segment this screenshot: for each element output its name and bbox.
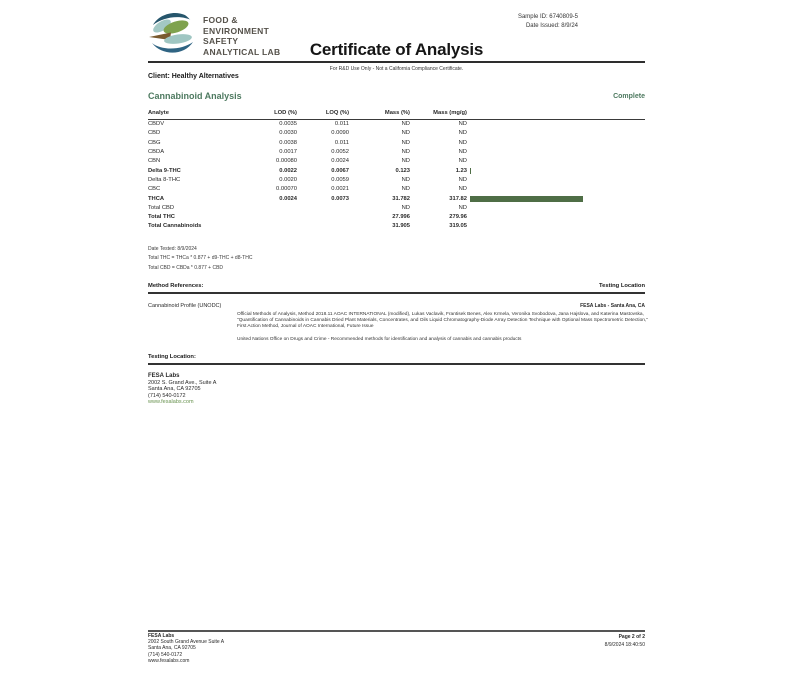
footer-divider <box>148 630 645 632</box>
cell-mass-mgg: ND <box>458 158 467 165</box>
table-row <box>148 129 645 138</box>
cell-mass-mgg: 279.96 <box>449 214 467 221</box>
certificate-title: Certificate of Analysis <box>309 40 484 59</box>
table-row <box>148 120 645 129</box>
method-references-band <box>148 283 645 294</box>
website-link[interactable]: www.fesalabs.com <box>148 399 194 406</box>
footer-address-line: Santa Ana, CA 92705 <box>148 645 196 652</box>
cell-mass-mgg: ND <box>458 139 467 146</box>
header-divider <box>148 61 645 63</box>
footer-website-link[interactable]: www.fesalabs.com <box>148 657 190 664</box>
testing-location-address <box>148 373 216 406</box>
cell-mass-pct: ND <box>401 204 410 211</box>
cell-loq: 0.0021 <box>331 186 349 193</box>
cell-loq: 0.0059 <box>331 176 349 183</box>
table-row <box>148 212 645 221</box>
table-row <box>148 175 645 184</box>
cell-mass-pct: ND <box>401 186 410 193</box>
cell-lod: 0.0024 <box>279 195 297 202</box>
cell-mass-pct: ND <box>401 130 410 137</box>
cell-mass-mgg: ND <box>458 121 467 128</box>
col-header-loq: LOQ (%) <box>325 110 349 116</box>
table-row <box>148 203 645 212</box>
method-references-heading: Method References: <box>148 283 204 289</box>
phone-number: (714) 540-0172 <box>148 392 186 399</box>
cell-lod: 0.00080 <box>276 158 297 165</box>
report-datetime: 8/9/2024 18:40:50 <box>604 642 645 648</box>
sample-id: Sample ID: 6740809-5 <box>517 14 578 20</box>
cell-analyte: CBDV <box>148 121 165 128</box>
cell-loq: 0.011 <box>334 121 349 128</box>
cell-loq: 0.0024 <box>331 158 349 165</box>
client-name: Client: Healthy Alternatives <box>148 73 239 80</box>
cell-loq: 0.0052 <box>331 149 349 156</box>
cell-mass-pct: ND <box>401 139 410 146</box>
cell-mass-mgg: 317.82 <box>449 195 467 202</box>
date-issued: Date Issued: 8/9/24 <box>525 23 578 29</box>
cell-mass-mgg: ND <box>458 130 467 137</box>
logo-line: FOOD & <box>203 15 238 25</box>
analysis-notes <box>148 245 252 273</box>
cell-mass-pct: 31.782 <box>392 195 410 202</box>
cell-mass-pct: 0.123 <box>395 167 410 174</box>
cell-analyte: Total THC <box>148 214 175 221</box>
cell-analyte: CBD <box>148 130 161 137</box>
cell-loq: 0.011 <box>334 139 349 146</box>
logo-line: SAFETY <box>203 36 239 46</box>
cell-analyte: Delta 8-THC <box>148 176 181 183</box>
col-header-bar-spacer <box>467 110 645 116</box>
sample-info <box>518 13 578 31</box>
table-row <box>148 222 645 231</box>
date-tested: Date Tested: 8/9/2024 <box>148 246 197 252</box>
testing-location-value: FESA Labs - Santa Ana, CA <box>580 303 645 309</box>
cell-analyte: THCA <box>148 195 165 202</box>
cell-mass-pct: ND <box>401 149 410 156</box>
section-title-cannabinoid-analysis: Cannabinoid Analysis <box>148 91 242 101</box>
col-header-mass-pct: Mass (%) <box>384 110 410 116</box>
cell-mass-mgg: ND <box>458 204 467 211</box>
cell-analyte: Delta 9-THC <box>148 167 181 174</box>
cell-loq: 0.0073 <box>331 195 349 202</box>
address-line: Santa Ana, CA 92705 <box>148 386 201 393</box>
cell-lod: 0.0035 <box>279 121 297 128</box>
cell-analyte: CBG <box>148 139 161 146</box>
testing-location-band <box>148 354 645 365</box>
cell-analyte: Total Cannabinoids <box>148 223 202 230</box>
col-header-lod: LOD (%) <box>274 110 297 116</box>
cell-mass-mgg: ND <box>458 149 467 156</box>
address-line: 2002 S. Grand Ave., Suite A <box>148 379 217 386</box>
cell-mass-pct: 31.905 <box>392 223 410 230</box>
col-header-analyte: Analyte <box>148 110 169 116</box>
cell-lod: 0.0038 <box>279 139 297 146</box>
cell-lod: 0.0020 <box>279 176 297 183</box>
mass-bar <box>470 196 583 202</box>
cell-mass-mgg: ND <box>458 186 467 193</box>
page-number: Page 2 of 2 <box>618 634 645 640</box>
cell-lod: 0.0017 <box>279 149 297 156</box>
cell-analyte: CBDA <box>148 149 165 156</box>
col-header-mass-mgg: Mass (mg/g) <box>433 110 467 116</box>
analysis-status-badge: Complete <box>613 93 645 100</box>
footer-phone: (714) 540-0172 <box>148 651 183 658</box>
testing-location-heading: Testing Location: <box>148 354 196 360</box>
method-name: Cannabinoid Profile (UNODC) <box>148 303 222 309</box>
cannabinoid-table-body <box>148 120 645 232</box>
cell-mass-mgg: 1.23 <box>455 167 467 174</box>
cell-mass-mgg: ND <box>458 176 467 183</box>
cell-lod: 0.00070 <box>276 186 297 193</box>
cell-mass-pct: ND <box>401 121 410 128</box>
unodc-reference-text: United Nations Office on Drugs and Crime - Recommended methods for identification and analysis of cannabis and cannabis products <box>237 337 522 342</box>
cell-mass-pct: ND <box>401 158 410 165</box>
cell-loq: 0.0067 <box>331 167 349 174</box>
total-cbd-formula: Total CBD = CBDa * 0.877 + CBD <box>148 264 224 271</box>
cell-mass-pct: ND <box>401 176 410 183</box>
table-header <box>148 110 645 120</box>
cell-analyte: CBN <box>148 158 161 165</box>
lab-name: FESA Labs <box>148 373 180 379</box>
cell-loq: 0.0090 <box>331 130 349 137</box>
table-row <box>148 157 645 166</box>
cell-analyte: CBC <box>148 186 161 193</box>
certificate-subtitle: For R&D Use Only - Not a California Compliance Certificate. <box>329 66 464 72</box>
cell-analyte: Total CBD <box>148 204 175 211</box>
table-row <box>148 147 645 156</box>
table-row <box>148 185 645 194</box>
mass-bar <box>470 168 471 174</box>
method-row <box>148 303 645 309</box>
table-row <box>148 166 645 175</box>
total-thc-formula: Total THC = THCa * 0.877 + d9-THC + d8-THC <box>148 255 253 262</box>
cell-mass-mgg: 319.05 <box>449 223 467 230</box>
table-row <box>148 194 645 203</box>
cell-lod: 0.0022 <box>279 167 297 174</box>
logo-line: ENVIRONMENT <box>203 25 270 36</box>
cannabinoid-table <box>148 110 645 231</box>
cell-lod: 0.0030 <box>279 130 297 137</box>
cell-bar <box>467 196 645 202</box>
footer-address-line: 2002 South Grand Avenue Suite A <box>148 639 225 646</box>
logo-line: ANALYTICAL LAB <box>203 46 281 57</box>
footer-page-info <box>148 633 645 652</box>
table-row <box>148 138 645 147</box>
cell-mass-pct: 27.996 <box>392 214 410 221</box>
aoac-reference-text: Official Methods of Analysis, Method 2018.11 AOAC INTERNATIONAL (modified), Lukas Vaclavik, Frantisek Benes, Alex Krmela, Veronika Svobodova, Jana Hajslova, and Katerina Mastovska, "Quantification of Cannabinoids in Cannabis Dried Plant Materials, Concentrates, and Oils Liquid Chromatography-Diode Array Detection Technique with Optional Mass Spectrometric Detection," First Action Method, Journal of AOAC International, Future Issue <box>237 312 648 329</box>
cell-bar <box>467 168 645 174</box>
footer-lab-name: FESA Labs <box>148 633 175 639</box>
testing-location-heading-right: Testing Location <box>599 283 645 289</box>
